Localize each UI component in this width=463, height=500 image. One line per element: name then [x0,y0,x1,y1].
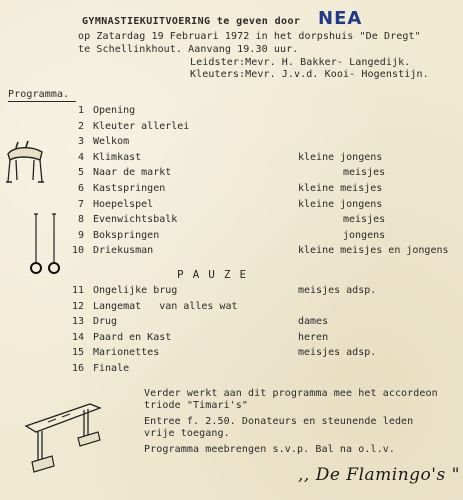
program-number: 9 [77,229,84,241]
program-number: 8 [77,214,84,226]
program-item-group: kleine jongens [298,198,383,210]
pommel-horse-icon [2,138,52,188]
program-item-name: Kastspringen [93,183,166,194]
footer-line-3: Entree f. 2.50. Donateurs en steunende leden [144,416,414,427]
program-item-name: Ongelijke brug [93,285,178,296]
program-number: 11 [71,285,84,296]
program-number: 14 [71,331,84,343]
program-item-name: Kleuter allerlei [93,120,190,132]
program-item-name: Finale [93,363,130,374]
program-number: 16 [71,363,84,374]
programma-underline [8,101,76,102]
rings-icon [28,212,62,282]
program-item-name: Driekusman [93,245,154,257]
program-item-group: jongens [343,229,386,241]
footer-line-2: triode "Timari's" [144,400,249,411]
program-item-group: kleine meisjes en jongens [298,245,449,257]
program-number: 2 [77,120,84,132]
event-title: GYMNASTIEKUITVOERING te geven door [82,16,301,27]
program-item-name: Welkom [93,136,130,148]
program-item-group: heren [298,331,329,343]
leader-line: Leidster:Mevr. H. Bakker- Langedijk. [190,57,411,68]
program-item-name: Klimkast [93,151,142,163]
event-date-line: op Zatardag 19 Februari 1972 in het dorpshuis "De Dregt" [78,31,421,42]
program-number: 10 [71,245,84,257]
program-number: 12 [71,300,84,312]
program-item-name: Hoepelspel [93,198,154,210]
program-item-name: Paard en Kast [93,331,172,343]
program-number: 15 [71,347,84,359]
program-item-name: Langemat van alles wat [93,300,238,312]
program-item-name: Naar de markt [93,167,172,179]
event-place-line: te Schellinkhout. Aanvang 19.30 uur. [78,44,299,55]
footer-line-4: vrije toegang. [144,428,230,439]
program-item-group: dames [298,316,329,328]
program-number: 5 [77,167,84,179]
program-number: 1 [77,105,84,116]
footer-line-1: Verder werkt aan dit programma mee het accordeon [144,388,438,399]
program-number: 6 [77,183,84,194]
program-item-group: kleine jongens [298,151,383,163]
program-item-name: Opening [93,105,136,116]
program-number: 3 [77,136,84,148]
program-number: 13 [71,316,84,328]
program-item-group: meisjes [343,214,386,226]
program-item-name: Evenwichtsbalk [93,214,178,226]
programma-heading: Programma. [8,89,70,100]
pauze-label: PAUZE [177,268,256,281]
signature-handwritten: ,, De Flamingo's " [298,465,460,485]
program-item-group: meisjes adsp. [298,347,377,359]
program-item-name: Drug [93,316,118,328]
program-item-group: meisjes [343,167,386,179]
program-item-group: kleine meisjes [298,183,383,194]
club-name-handwritten: NEA [318,8,363,29]
program-item-name: Bokspringen [93,229,160,241]
program-item-group: meisjes adsp. [298,285,377,296]
footer-line-5: Programma meebrengen s.v.p. Bal na o.l.v. [144,444,395,455]
program-item-name: Marionettes [93,347,160,359]
program-number: 7 [77,198,84,210]
balance-beam-icon [18,392,110,476]
program-number: 4 [77,151,84,163]
toddler-leader-line: Kleuters:Mevr. J.v.d. Kooi- Hogenstijn. [190,69,429,80]
